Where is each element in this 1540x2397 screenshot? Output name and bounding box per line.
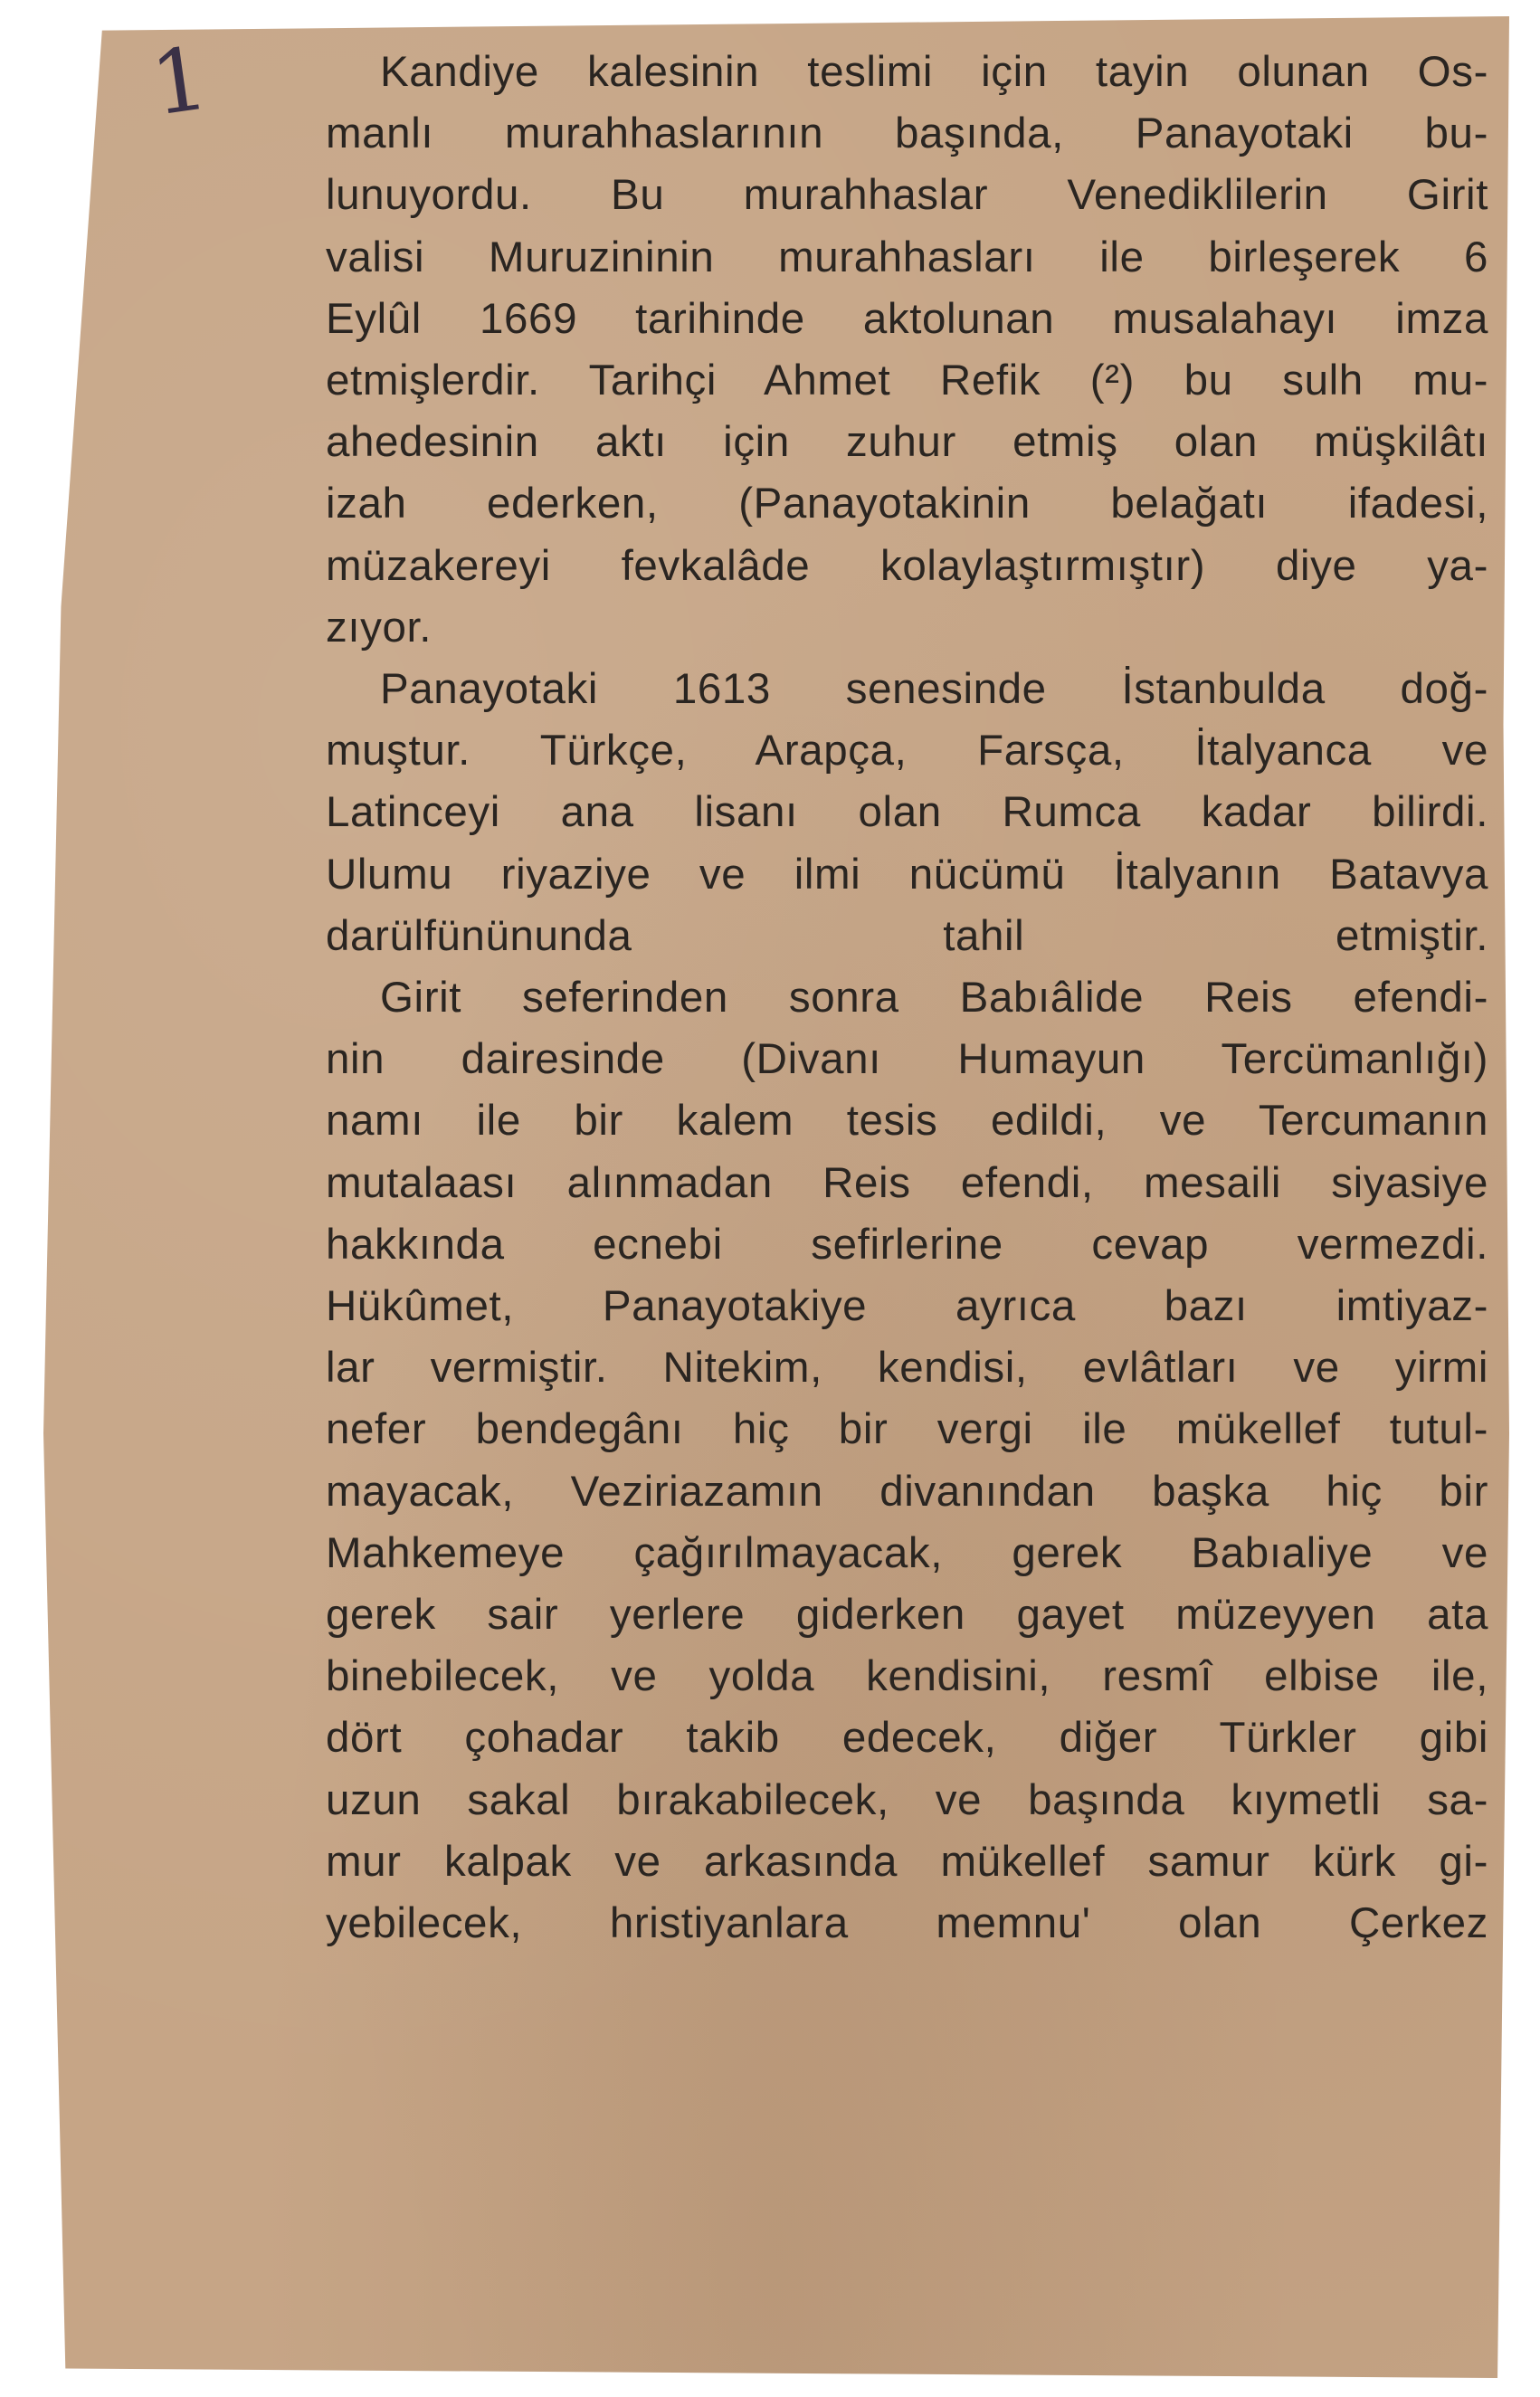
text-line: mayacak, Veziriazamın divanından başka hiç bir	[326, 1467, 1488, 1516]
paragraph-2	[326, 659, 1488, 967]
text-line: Latinceyi ana lisanı olan Rumca kadar bilirdi.	[326, 788, 1488, 837]
article-text	[326, 42, 1488, 1955]
text-line: lunuyordu. Bu murahhaslar Venediklilerin Girit	[326, 171, 1488, 220]
text-line: gerek sair yerlere giderken gayet müzeyyen ata	[326, 1591, 1488, 1640]
text-line: müzakereyi fevkalâde kolaylaştırmıştır) diye ya-	[326, 541, 1488, 590]
text-line: Girit seferinden sonra Babıâlide Reis efendi-	[380, 974, 1488, 1023]
text-line: Mahkemeye çağırılmayacak, gerek Babıaliye ve	[326, 1528, 1488, 1577]
text-line: zıyor.	[326, 603, 433, 652]
text-line: yebilecek, hristiyanlara memnu' olan Çerkez	[326, 1899, 1488, 1948]
text-line: nin dairesinde (Divanı Humayun Tercümanlığı)	[326, 1035, 1488, 1084]
text-line: izah ederken, (Panayotakinin belağatı ifadesi,	[326, 480, 1488, 528]
text-line: Eylûl 1669 tarihinde aktolunan musalahayı imza	[326, 294, 1488, 343]
text-line: muştur. Türkçe, Arapça, Farsça, İtalyanca ve	[326, 727, 1488, 775]
text-line: lar vermiştir. Nitekim, kendisi, evlâtları ve yirmi	[326, 1344, 1488, 1393]
text-line: mutalaası alınmadan Reis efendi, mesaili siyasiye	[326, 1158, 1488, 1207]
page-number-mark: 1	[145, 27, 214, 136]
text-line: etmişlerdir. Tarihçi Ahmet Refik (²) bu sulh mu-	[326, 357, 1488, 405]
text-line: dört çohadar takib edecek, diğer Türkler gibi	[326, 1714, 1488, 1763]
paragraph-1	[326, 42, 1488, 659]
text-line: hakkında ecnebi sefirlerine cevap vermezdi.	[326, 1220, 1488, 1269]
text-line: namı ile bir kalem tesis edildi, ve Tercumanın	[326, 1097, 1488, 1146]
paragraph-3	[326, 967, 1488, 1955]
text-line: darülfününunda tahil etmiştir.	[326, 911, 1488, 960]
text-line: Panayotaki 1613 senesinde İstanbulda doğ-	[380, 665, 1488, 714]
text-line: ahedesinin aktı için zuhur etmiş olan müşkilâtı	[326, 418, 1488, 467]
text-line: Ulumu riyaziye ve ilmi nücümü İtalyanın Batavya	[326, 850, 1488, 899]
text-line: manlı murahhaslarının başında, Panayotaki bu-	[326, 109, 1488, 158]
text-line: Kandiye kalesinin teslimi için tayin olunan Os-	[380, 48, 1488, 96]
text-line: mur kalpak ve arkasında mükellef samur kürk gi-	[326, 1837, 1488, 1886]
text-line: binebilecek, ve yolda kendisini, resmî elbise ile,	[326, 1652, 1488, 1701]
text-line: Hükûmet, Panayotakiye ayrıca bazı imtiyaz-	[326, 1282, 1488, 1331]
text-line: uzun sakal bırakabilecek, ve başında kıymetli sa-	[326, 1775, 1488, 1824]
text-line: nefer bendegânı hiç bir vergi ile mükellef tutul-	[326, 1405, 1488, 1454]
text-line: valisi Muruzininin murahhasları ile birleşerek 6	[326, 233, 1488, 281]
